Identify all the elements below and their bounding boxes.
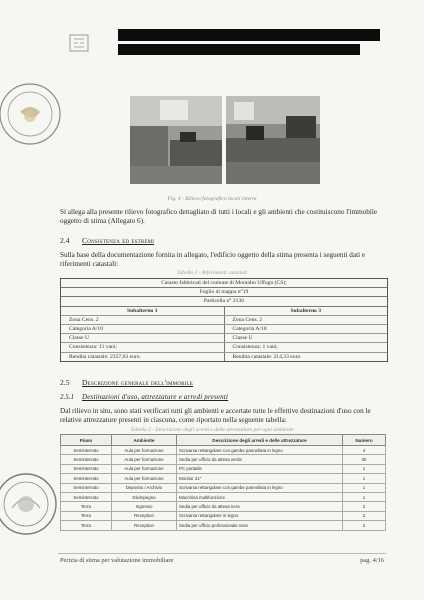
table-cell: Classe U [232,335,253,342]
table-row [61,325,387,334]
table-cell: Seminterrato [61,455,112,464]
section-number: 2.4 [60,236,70,245]
section-title: Consistenza ed estremi [82,236,155,245]
table-cell: Seminterrato [61,483,112,492]
cadastral-table [60,278,388,362]
redacted-header-line [118,44,360,55]
table-cell: Aula per formazione [112,474,177,483]
table-cell: PC portatile [177,464,343,473]
footer-title: Perizia di stima per valutazione immobiliare [60,557,174,564]
column-header: Subalterno 3 [290,307,322,314]
column-header: Piano [61,435,112,446]
table-cell: Monitor 21" [177,474,343,483]
table-row [61,474,386,483]
column-header: Subalterno 1 [61,307,225,315]
table-cell: Sedia per ufficio professionale nera [177,521,343,530]
table-cell: Reception [112,521,177,530]
table-cell: Zona Cens. 2 [61,316,225,324]
official-stamp-icon [0,468,62,540]
table-cell: Disimpegno [112,492,177,501]
table-cell: Categoria A/10 [232,325,267,332]
table-cell: 1 [343,474,386,483]
table-cell: Terra [61,502,112,511]
table-cell: 2 [343,521,386,530]
cadastral-caption: Tabella 1 - Riferimenti catastali [176,270,248,276]
photo-caption: Fig. 4 - Rilievo fotografico locali interni [167,196,257,202]
footer-divider [58,553,386,554]
table-cell: 1 [343,492,386,501]
table-cell: Seminterrato [61,492,112,501]
table-cell: Scrivania rettangolare con gambe pannellata in legno [177,446,343,455]
header-logo-icon [66,30,92,56]
table-cell: Terra [61,521,112,530]
office-photo-left [130,96,222,184]
table-cell: 30 [343,455,386,464]
cadastral-paragraph: Sulla base della documentazione fornita in allegato, l'edificio oggetto della stima presenta i seguenti dati e riferimenti catastali: [60,251,366,269]
table-cell: Sedia per ufficio da attesa verde [177,455,343,464]
table-cell: Deposito / Archivio [112,483,177,492]
table-cell: 2 [343,511,386,520]
table-row [61,502,386,511]
table-cell: 1 [343,464,386,473]
table-cell: Rendita catastale: 214,33 euro. [232,353,302,360]
table-row [61,483,386,492]
table-cell: Seminterrato [61,474,112,483]
table-cell: Terra [61,511,112,520]
cadastral-building-row: Catasto fabbricati del comune di Montalto Uffugo (CS); [61,279,387,288]
page-number: pag. 4/16 [360,557,384,564]
subsection-title: Destinazioni d'uso, attrezzature e arredi presenti [82,393,229,401]
table-cell: Consistenza: 11 vani; [61,343,225,351]
survey-paragraph: Dal rilievo in situ, sono stati verificati tutti gli ambienti e accertate tutte le effettive destinazioni d'uso con le relative attrezzature presenti in ciascuna, come riportato nella seguente tabella: [60,407,371,425]
table-cell: Rendita catastale: 2357,63 euro. [61,353,225,361]
table-cell: Reception [112,511,177,520]
column-header: Ambiente [112,435,177,446]
table-row [61,455,386,464]
cadastral-header-row [61,307,387,316]
table-row [61,446,386,455]
table-cell: Seminterrato [61,464,112,473]
section-heading-consistenza [60,236,154,245]
column-header: Numero [343,435,386,446]
table-row [61,511,386,520]
section-title: Descrizione generale dell'immobile [82,378,194,387]
table-cell: Zona Cens. 2 [232,316,263,323]
table-cell: Sedia per ufficio da attesa nera [177,502,343,511]
cadastral-parcel-row: Particella n° 2136 [61,297,387,306]
furniture-table [60,434,386,531]
redacted-header-line [118,29,380,41]
table-row [61,464,386,473]
table-cell: 1 [343,483,386,492]
table-cell: Scrivania rettangolare con gambe pannellata in legno [177,483,343,492]
table-cell: Consistenza: 1 vani; [232,344,278,351]
intro-paragraph: Si allega alla presente rilievo fotografico dettagliato di tutti i locali e gli ambienti che costituiscono l'immobile oggetto di stima (Allegato 6). [60,208,378,226]
table-cell: Aula per formazione [112,455,177,464]
column-header: Descrizione degli arredi e delle attrezzature [177,435,343,446]
table-cell: Scrivania rettangolare in legno [177,511,343,520]
table-cell: Ingresso [112,502,177,511]
table-cell: Aula per formazione [112,464,177,473]
furniture-table-body [61,446,386,531]
table-cell: Seminterrato [61,446,112,455]
table-cell: Categoria A/10 [61,325,225,333]
cadastral-sheet-row: Foglio di mappa n°19 [61,288,387,297]
table-cell: Aula per formazione [112,446,177,455]
furniture-header-row [61,435,386,446]
table-cell: 2 [343,502,386,511]
table-row [61,521,386,530]
table-row [61,334,387,343]
office-photo-right [226,96,320,184]
subsection-heading [60,393,228,401]
table-cell: Macchina multifunzione [177,492,343,501]
section-heading-descrizione [60,378,193,387]
section-number: 2.5 [60,378,70,387]
furniture-caption: Tabella 2 - Descrizione degli arredi e delle attrezzature per ogni ambiente [130,427,294,433]
table-cell: 4 [343,446,386,455]
table-row [61,343,387,352]
official-stamp-icon [0,78,66,150]
table-row [61,316,387,325]
table-row [61,353,387,361]
table-row [61,492,386,501]
table-cell: Classe U [61,334,225,342]
subsection-number: 2.5.1 [60,393,74,401]
